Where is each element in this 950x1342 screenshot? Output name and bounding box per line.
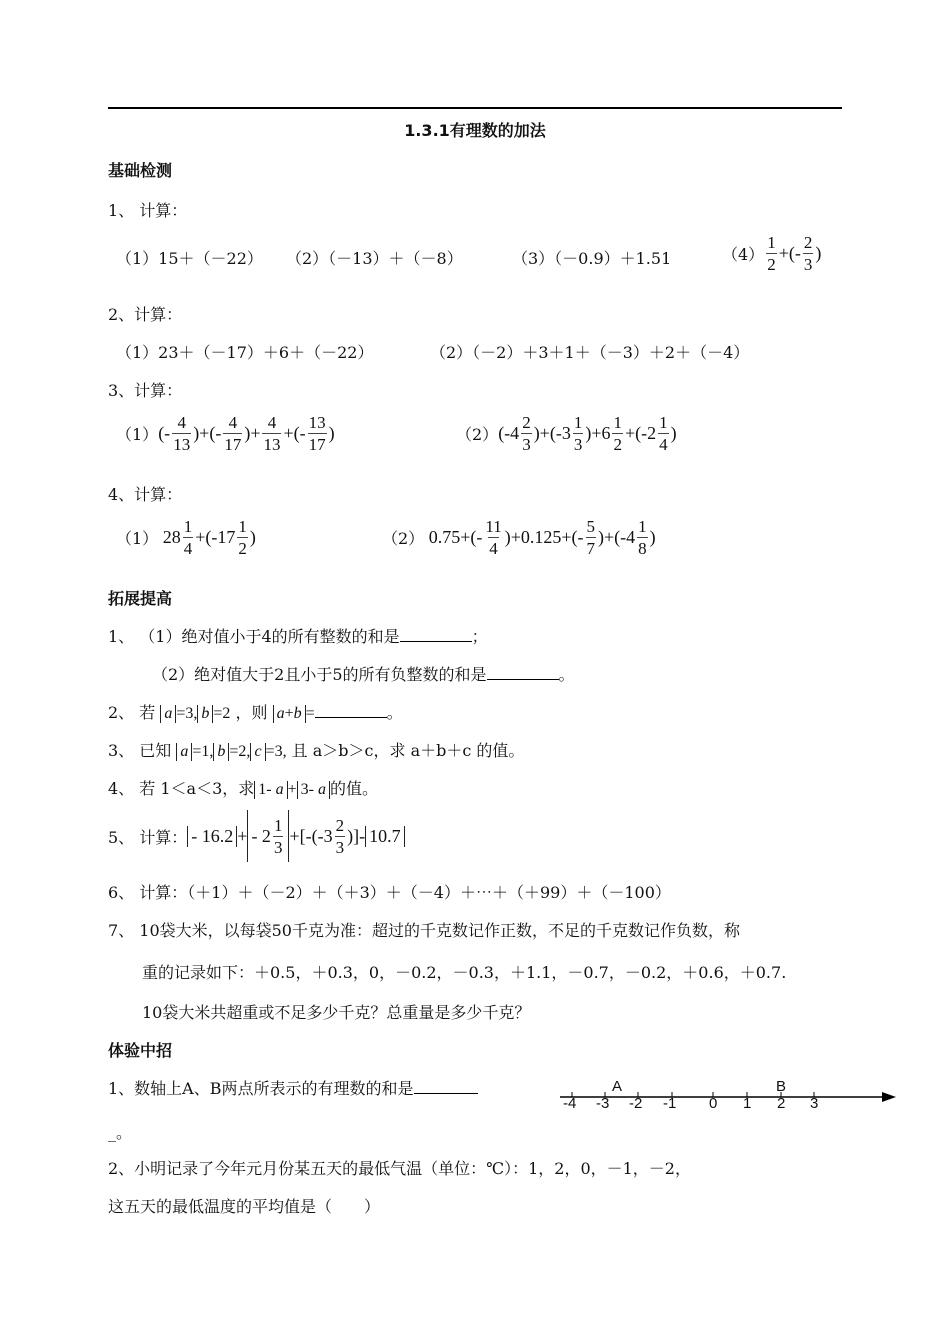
basic-q2-label: 2、计算：: [108, 305, 183, 324]
extend-q2: 2、 若 a =3, b =2 ，则 a+b = 。: [108, 703, 403, 722]
answer-blank: [315, 703, 387, 718]
basic-q4-label: 4、计算：: [108, 485, 183, 504]
extend-q5: 5、 计算： - 16.2 + - 2 1 3 +[-(-3 2 3 )]- 10.7: [108, 810, 405, 862]
extend-q4-pre: 4、 若 1＜a＜3，求: [108, 779, 255, 798]
axis-tick-label: -2: [629, 1095, 643, 1112]
basic-q3-label: 3、计算：: [108, 381, 183, 400]
basic-q4-item-1-label: （1）: [116, 529, 159, 548]
point-b-label: B: [776, 1078, 787, 1095]
experience-q2-line1: 2、小明记录了今年元月份某五天的最低气温（单位：℃）：1，2，0，－1，－2，: [108, 1159, 691, 1178]
experience-q2-line2: 这五天的最低温度的平均值是（ ）: [108, 1197, 381, 1216]
extend-q7-line2: 重的记录如下：＋0.5，＋0.3，0，－0.2，－0.3，＋1.1，－0.7，－0.2，＋0.6，＋0.7.: [142, 963, 787, 982]
basic-q2-item-2: （2）（－2）＋3＋1＋（－3）＋2＋（－4）: [430, 343, 750, 362]
extend-q3-post: 且 a＞b＞c，求 a＋b＋c 的值。: [291, 741, 525, 760]
axis-tick-label: 3: [810, 1095, 819, 1112]
basic-q3-item-1-label: （1）: [116, 425, 159, 444]
extend-q1a-end: ；: [471, 627, 488, 646]
extend-q2-pre: 2、 若: [108, 703, 156, 722]
basic-q3-item-2: （2） (-4 2 3 )+(-3 1 3 )+6 1 2 +(-2 1 4 ): [456, 413, 677, 454]
extend-q1a: [108, 624, 488, 647]
axis-tick-label: -3: [596, 1095, 610, 1112]
basic-q1-item-4: （4） 1 2 +(- 2 3 ): [722, 233, 822, 274]
basic-q1-item-2: （2）（－13）＋（－8）: [286, 249, 463, 268]
extend-q7-line1: 7、 10袋大米，以每袋50千克为准：超过的千克数记作正数，不足的千克数记作负数，称: [108, 921, 740, 940]
experience-q1-end: _。: [108, 1123, 133, 1142]
extend-q3: 3、 已知 a =1, b =2, c =3, 且 a＞b＞c，求 a＋b＋c 的值。: [108, 741, 525, 760]
number-line-axis: [560, 1076, 900, 1116]
basic-q4-item-1: （1） 28 1 4 +(-17 1 2 ): [116, 517, 256, 558]
basic-q1-label: 1、 计算：: [108, 201, 188, 220]
extend-q1b-text: （2）绝对值大于2且小于5的所有负整数的和是: [152, 665, 487, 684]
basic-q1-item-1: （1）15＋（－22）: [116, 249, 263, 268]
extend-q6: 6、 计算：（＋1）＋（－2）＋（＋3）＋（－4）＋⋯＋（＋99）＋（－100）: [108, 883, 671, 902]
axis-tick-label: 2: [777, 1095, 786, 1112]
basic-q1-item-4-label: （4）: [722, 245, 765, 264]
extend-q2-end: 。: [386, 703, 403, 722]
extend-q1b: [152, 662, 575, 685]
extend-q5-pre: 5、 计算：: [108, 827, 188, 847]
extend-q4-post: 的值。: [329, 779, 378, 798]
basic-q4-item-2: （2） 0.75+(- 11 4 )+0.125+(- 5 7 )+(-4 1 8 ): [382, 517, 656, 558]
answer-blank: [487, 665, 559, 680]
extend-q7-line3: 10袋大米共超重或不足多少千克？总重量是多少千克？: [142, 1003, 531, 1022]
basic-q3-item-2-label: （2）: [456, 425, 499, 444]
extend-q1a-text: 1、 （1）绝对值小于4的所有整数的和是: [108, 627, 400, 646]
extend-q2-mid: ，则: [235, 703, 268, 722]
basic-q1-item-3: （3）（－0.9）＋1.51: [512, 249, 672, 268]
section-basic-heading: 基础检测: [108, 161, 173, 180]
axis-tick-label: 0: [709, 1095, 718, 1112]
answer-blank: [414, 1079, 478, 1094]
header-rule: [108, 107, 842, 109]
axis-tick-label: -4: [563, 1095, 577, 1112]
extend-q1b-end: 。: [558, 665, 575, 684]
point-a-label: A: [612, 1078, 623, 1095]
extend-q3-pre: 3、 已知: [108, 741, 172, 760]
section-extend-heading: 拓展提高: [108, 589, 173, 608]
experience-q1-text: 1、数轴上A、B两点所表示的有理数的和是: [108, 1079, 414, 1098]
page-title: 1.3.1有理数的加法: [404, 121, 546, 140]
basic-q2-item-1: （1）23＋（－17）＋6＋（－22）: [116, 343, 374, 362]
answer-blank: [400, 627, 472, 642]
extend-q4: 4、 若 1＜a＜3，求 1- a + 3- a 的值。: [108, 779, 378, 798]
basic-q3-item-1: （1） (- 4 13 )+(- 4 17 )+ 4 13 +(- 13 17 ): [116, 413, 335, 454]
axis-tick-label: 1: [743, 1095, 752, 1112]
experience-q1: [108, 1076, 478, 1099]
axis-tick-label: -1: [663, 1095, 677, 1112]
basic-q4-item-2-label: （2）: [382, 529, 425, 548]
section-experience-heading: 体验中招: [108, 1041, 173, 1060]
number-line: [560, 1076, 900, 1116]
